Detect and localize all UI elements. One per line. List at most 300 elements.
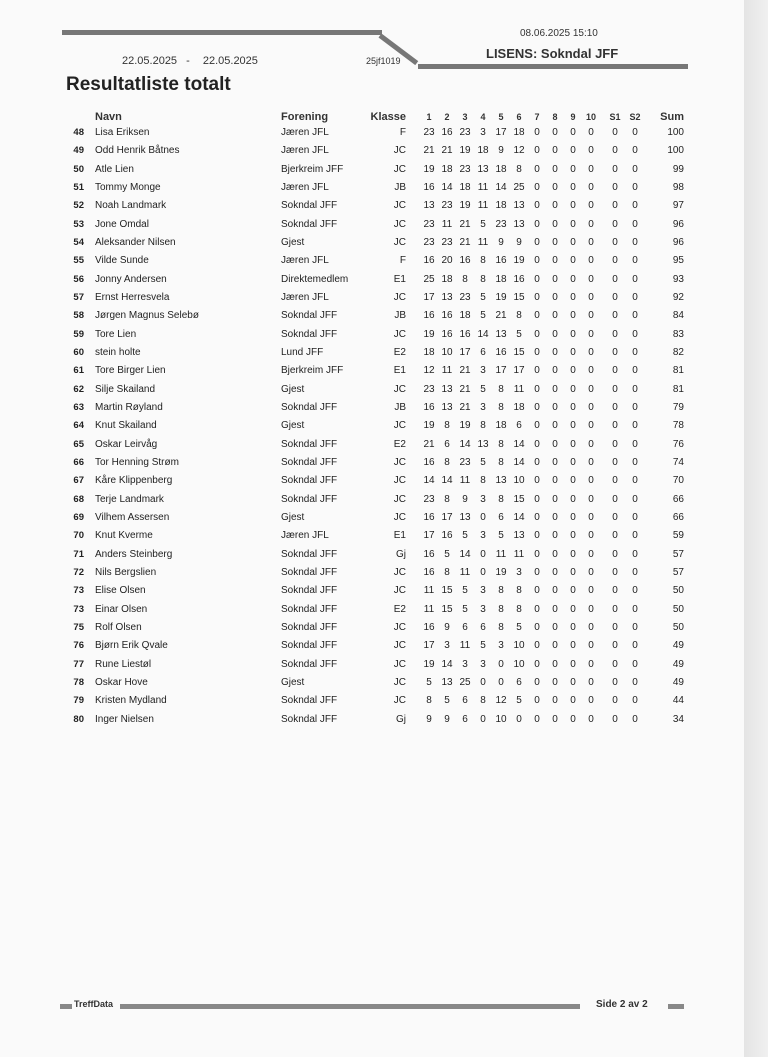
score-cell: 14 [513, 456, 525, 468]
place-cell: 70 [73, 530, 84, 542]
score-cell: 8 [498, 621, 504, 633]
score-cell: 0 [612, 420, 618, 432]
header-series-3: 3 [462, 112, 468, 122]
date-separator: - [186, 55, 190, 67]
class-cell: JC [393, 145, 406, 157]
score-cell: 0 [632, 127, 638, 138]
score-cell: 0 [588, 365, 594, 377]
sum-cell: 49 [672, 658, 684, 670]
score-cell: 20 [441, 255, 453, 267]
score-cell: 0 [632, 273, 638, 285]
place-cell: 48 [73, 127, 84, 138]
score-cell: 3 [480, 365, 486, 377]
score-cell: 8 [516, 163, 522, 175]
header-series-10: 10 [585, 112, 596, 122]
sum-cell: 99 [672, 163, 684, 175]
score-cell: 0 [534, 695, 540, 707]
score-cell: 0 [570, 255, 576, 267]
sum-cell: 44 [672, 695, 684, 707]
place-cell: 59 [73, 328, 84, 340]
score-cell: 0 [552, 163, 558, 175]
score-cell: 0 [534, 530, 540, 542]
club-cell: Jæren JFL [281, 181, 329, 193]
sum-cell: 92 [672, 291, 684, 303]
score-cell: 16 [423, 181, 435, 193]
score-cell: 0 [588, 383, 594, 395]
sum-cell: 100 [667, 145, 684, 157]
club-cell: Sokndal JFF [281, 218, 338, 230]
competition-code: 25jf1019 [366, 56, 401, 66]
club-cell: Sokndal JFF [281, 585, 338, 597]
name-cell: Vilhem Assersen [95, 511, 170, 523]
score-cell: 8 [444, 420, 450, 432]
score-cell: 0 [588, 401, 594, 413]
score-cell: 13 [477, 438, 489, 450]
score-cell: 0 [612, 511, 618, 523]
place-cell: 61 [73, 365, 84, 377]
place-cell: 73 [73, 585, 84, 597]
club-cell: Gjest [281, 383, 305, 395]
score-cell: 0 [612, 548, 618, 560]
score-cell: 0 [570, 658, 576, 670]
score-cell: 11 [495, 548, 507, 560]
name-cell: Rune Liestøl [95, 658, 152, 670]
place-cell: 80 [73, 713, 84, 725]
score-cell: 0 [570, 475, 576, 487]
score-cell: 0 [570, 511, 576, 523]
score-cell: 0 [534, 200, 540, 212]
name-cell: Jone Omdal [95, 218, 149, 230]
class-cell: JC [393, 420, 406, 432]
class-cell: JC [393, 200, 406, 212]
score-cell: 8 [498, 603, 504, 615]
score-cell: 15 [441, 585, 453, 597]
name-cell: Martin Røyland [95, 401, 163, 413]
name-cell: Einar Olsen [95, 603, 148, 615]
score-cell: 19 [423, 163, 435, 175]
score-cell: 13 [441, 291, 453, 303]
club-cell: Sokndal JFF [281, 328, 338, 340]
score-cell: 16 [459, 328, 471, 340]
place-cell: 57 [73, 291, 84, 303]
score-cell: 3 [444, 640, 450, 652]
score-cell: 0 [570, 346, 576, 358]
name-cell: Knut Kverme [95, 530, 153, 542]
score-cell: 15 [513, 493, 525, 505]
score-cell: 0 [588, 255, 594, 267]
score-cell: 18 [513, 401, 525, 413]
score-cell: 21 [423, 438, 435, 450]
score-cell: 0 [534, 310, 540, 322]
score-cell: 21 [459, 383, 471, 395]
header-series-5: 5 [498, 112, 504, 122]
score-cell: 10 [495, 713, 507, 725]
score-cell: 0 [570, 236, 576, 248]
score-cell: 0 [534, 328, 540, 340]
score-cell: 23 [459, 127, 471, 138]
score-cell: 0 [588, 585, 594, 597]
score-cell: 11 [441, 365, 453, 377]
score-cell: 0 [632, 181, 638, 193]
score-cell: 19 [459, 200, 471, 212]
score-cell: 0 [534, 475, 540, 487]
class-cell: E1 [393, 365, 406, 377]
place-cell: 68 [73, 493, 84, 505]
score-cell: 13 [477, 163, 489, 175]
score-cell: 0 [480, 676, 486, 688]
score-cell: 13 [513, 530, 525, 542]
score-cell: 0 [612, 658, 618, 670]
score-cell: 15 [513, 346, 525, 358]
score-cell: 0 [632, 236, 638, 248]
score-cell: 0 [552, 695, 558, 707]
score-cell: 0 [570, 200, 576, 212]
score-cell: 0 [534, 255, 540, 267]
score-cell: 10 [441, 346, 453, 358]
score-cell: 8 [462, 273, 468, 285]
score-cell: 11 [477, 181, 489, 193]
sum-cell: 84 [672, 310, 684, 322]
score-cell: 17 [423, 640, 435, 652]
score-cell: 11 [477, 236, 489, 248]
score-cell: 0 [612, 585, 618, 597]
score-cell: 0 [588, 548, 594, 560]
score-cell: 5 [516, 621, 522, 633]
name-cell: Jørgen Magnus Selebø [95, 310, 199, 322]
score-cell: 0 [552, 493, 558, 505]
class-cell: JC [393, 621, 406, 633]
score-cell: 0 [612, 145, 618, 157]
header-rule-right [418, 64, 688, 69]
score-cell: 0 [632, 695, 638, 707]
place-cell: 56 [73, 273, 84, 285]
club-cell: Lund JFF [281, 346, 324, 358]
footer-brand: TreffData [74, 999, 114, 1009]
score-cell: 18 [459, 310, 471, 322]
score-cell: 0 [612, 236, 618, 248]
score-cell: 0 [588, 640, 594, 652]
score-cell: 0 [570, 585, 576, 597]
score-cell: 0 [534, 493, 540, 505]
class-cell: JC [393, 676, 406, 688]
score-cell: 8 [516, 585, 522, 597]
score-cell: 10 [513, 640, 525, 652]
score-cell: 3 [480, 401, 486, 413]
score-cell: 0 [534, 585, 540, 597]
score-cell: 18 [495, 200, 507, 212]
score-cell: 8 [444, 456, 450, 468]
score-cell: 9 [462, 493, 468, 505]
footer-rule [120, 1004, 580, 1009]
header-series-s1: S1 [609, 112, 621, 122]
sum-cell: 66 [672, 493, 684, 505]
score-cell: 8 [444, 566, 450, 578]
score-cell: 0 [588, 511, 594, 523]
score-cell: 18 [441, 163, 453, 175]
score-cell: 19 [459, 145, 471, 157]
score-cell: 9 [516, 236, 522, 248]
score-cell: 0 [534, 511, 540, 523]
score-cell: 19 [423, 420, 435, 432]
name-cell: Anders Steinberg [95, 548, 173, 560]
score-cell: 0 [570, 640, 576, 652]
score-cell: 17 [495, 365, 507, 377]
class-cell: JC [393, 640, 406, 652]
sum-cell: 50 [672, 603, 684, 615]
score-cell: 16 [423, 566, 435, 578]
club-cell: Jæren JFL [281, 127, 329, 138]
club-cell: Sokndal JFF [281, 438, 338, 450]
score-cell: 0 [570, 163, 576, 175]
place-cell: 67 [73, 475, 84, 487]
score-cell: 0 [498, 658, 504, 670]
class-cell: E2 [393, 346, 406, 358]
score-cell: 16 [423, 255, 435, 267]
sum-cell: 50 [672, 585, 684, 597]
score-cell: 0 [612, 383, 618, 395]
score-cell: 5 [426, 676, 432, 688]
score-cell: 14 [441, 475, 453, 487]
class-cell: JC [393, 291, 406, 303]
score-cell: 0 [552, 566, 558, 578]
score-cell: 13 [495, 475, 507, 487]
score-cell: 0 [612, 127, 618, 138]
score-cell: 8 [444, 493, 450, 505]
score-cell: 18 [459, 181, 471, 193]
score-cell: 11 [459, 475, 471, 487]
score-cell: 0 [534, 218, 540, 230]
place-cell: 64 [73, 420, 84, 432]
place-cell: 60 [73, 346, 84, 358]
score-cell: 16 [423, 548, 435, 560]
score-cell: 0 [612, 401, 618, 413]
score-cell: 0 [612, 273, 618, 285]
score-cell: 0 [612, 530, 618, 542]
header-series-2: 2 [444, 112, 450, 122]
sum-cell: 49 [672, 640, 684, 652]
score-cell: 14 [513, 511, 525, 523]
class-cell: E2 [393, 603, 406, 615]
score-cell: 0 [534, 621, 540, 633]
name-cell: stein holte [95, 346, 141, 358]
score-cell: 15 [441, 603, 453, 615]
score-cell: 19 [423, 328, 435, 340]
score-cell: 0 [588, 200, 594, 212]
score-cell: 0 [632, 640, 638, 652]
score-cell: 13 [423, 200, 435, 212]
score-cell: 17 [495, 127, 507, 138]
score-cell: 0 [552, 475, 558, 487]
header-series-8: 8 [552, 112, 558, 122]
club-cell: Sokndal JFF [281, 695, 338, 707]
score-cell: 0 [534, 145, 540, 157]
class-cell: JC [393, 493, 406, 505]
header-series-s2: S2 [629, 112, 641, 122]
score-cell: 21 [459, 401, 471, 413]
club-cell: Sokndal JFF [281, 621, 338, 633]
footer-page-number: Side 2 av 2 [596, 999, 648, 1010]
name-cell: Kåre Klippenberg [95, 475, 173, 487]
score-cell: 19 [423, 658, 435, 670]
score-cell: 6 [462, 695, 468, 707]
score-cell: 0 [588, 456, 594, 468]
club-cell: Sokndal JFF [281, 548, 338, 560]
score-cell: 0 [552, 145, 558, 157]
score-cell: 0 [534, 420, 540, 432]
score-cell: 0 [588, 713, 594, 725]
score-cell: 0 [612, 456, 618, 468]
score-cell: 23 [441, 236, 453, 248]
score-cell: 0 [588, 621, 594, 633]
score-cell: 0 [534, 640, 540, 652]
score-cell: 13 [441, 383, 453, 395]
score-cell: 0 [612, 328, 618, 340]
header-series-4: 4 [480, 112, 486, 122]
score-cell: 0 [632, 438, 638, 450]
score-cell: 0 [632, 713, 638, 725]
score-cell: 0 [570, 181, 576, 193]
club-cell: Gjest [281, 676, 305, 688]
score-cell: 0 [570, 420, 576, 432]
score-cell: 8 [498, 585, 504, 597]
club-cell: Sokndal JFF [281, 475, 338, 487]
score-cell: 14 [459, 548, 471, 560]
score-cell: 5 [462, 603, 468, 615]
score-cell: 0 [632, 456, 638, 468]
score-cell: 0 [552, 200, 558, 212]
score-cell: 0 [570, 456, 576, 468]
score-cell: 13 [441, 676, 453, 688]
score-cell: 0 [480, 566, 486, 578]
club-cell: Jæren JFL [281, 530, 329, 542]
score-cell: 23 [423, 236, 435, 248]
name-cell: Nils Bergslien [95, 566, 157, 578]
score-cell: 13 [513, 200, 525, 212]
score-cell: 9 [444, 621, 450, 633]
score-cell: 0 [632, 346, 638, 358]
score-cell: 0 [612, 475, 618, 487]
score-cell: 5 [480, 456, 486, 468]
club-cell: Bjerkreim JFF [281, 365, 344, 377]
page-title: Resultatliste totalt [66, 74, 231, 95]
sum-cell: 100 [667, 127, 684, 138]
score-cell: 0 [612, 640, 618, 652]
header-class: Klasse [370, 111, 406, 123]
score-cell: 11 [459, 566, 471, 578]
class-cell: JC [393, 475, 406, 487]
score-cell: 0 [612, 438, 618, 450]
score-cell: 0 [612, 346, 618, 358]
score-cell: 18 [513, 127, 525, 138]
score-cell: 23 [459, 291, 471, 303]
place-cell: 77 [73, 658, 84, 670]
score-cell: 23 [423, 127, 435, 138]
class-cell: F [399, 255, 406, 267]
score-cell: 6 [480, 621, 486, 633]
score-cell: 0 [480, 548, 486, 560]
name-cell: Knut Skailand [95, 420, 157, 432]
score-cell: 12 [423, 365, 435, 377]
sum-cell: 50 [672, 621, 684, 633]
score-cell: 16 [513, 273, 525, 285]
class-cell: JC [393, 328, 406, 340]
score-cell: 16 [441, 310, 453, 322]
score-cell: 0 [570, 401, 576, 413]
name-cell: Tore Birger Lien [95, 365, 166, 377]
score-cell: 0 [534, 658, 540, 670]
score-cell: 5 [462, 585, 468, 597]
class-cell: JB [394, 401, 406, 413]
score-cell: 11 [423, 603, 435, 615]
club-cell: Bjerkreim JFF [281, 163, 344, 175]
score-cell: 3 [480, 603, 486, 615]
score-cell: 0 [632, 163, 638, 175]
score-cell: 0 [588, 658, 594, 670]
score-cell: 5 [480, 291, 486, 303]
score-cell: 25 [513, 181, 525, 193]
score-cell: 0 [612, 603, 618, 615]
score-cell: 0 [570, 713, 576, 725]
score-cell: 0 [588, 420, 594, 432]
club-cell: Sokndal JFF [281, 493, 338, 505]
score-cell: 21 [459, 365, 471, 377]
score-cell: 3 [480, 493, 486, 505]
score-cell: 6 [462, 713, 468, 725]
name-cell: Inger Nielsen [95, 713, 154, 725]
score-cell: 6 [462, 621, 468, 633]
sum-cell: 98 [672, 181, 684, 193]
score-cell: 16 [423, 621, 435, 633]
score-cell: 3 [498, 640, 504, 652]
class-cell: JC [393, 383, 406, 395]
score-cell: 0 [480, 511, 486, 523]
score-cell: 21 [459, 218, 471, 230]
score-cell: 8 [480, 273, 486, 285]
club-cell: Jæren JFL [281, 291, 329, 303]
score-cell: 9 [426, 713, 432, 725]
name-cell: Tor Henning Strøm [95, 456, 179, 468]
score-cell: 0 [588, 236, 594, 248]
place-cell: 71 [73, 548, 84, 560]
header-name: Navn [95, 111, 122, 123]
score-cell: 0 [516, 713, 522, 725]
score-cell: 8 [516, 603, 522, 615]
score-cell: 0 [552, 273, 558, 285]
score-cell: 0 [552, 658, 558, 670]
score-cell: 0 [534, 346, 540, 358]
class-cell: Gj [396, 713, 406, 725]
score-cell: 0 [570, 383, 576, 395]
sum-cell: 57 [672, 548, 684, 560]
score-cell: 0 [588, 127, 594, 138]
score-cell: 0 [632, 365, 638, 377]
score-cell: 17 [423, 291, 435, 303]
class-cell: JC [393, 695, 406, 707]
score-cell: 19 [495, 566, 507, 578]
score-cell: 0 [534, 273, 540, 285]
name-cell: Oskar Leirvåg [95, 438, 158, 450]
score-cell: 18 [495, 420, 507, 432]
score-cell: 18 [495, 273, 507, 285]
score-cell: 0 [588, 493, 594, 505]
score-cell: 0 [612, 676, 618, 688]
score-cell: 17 [423, 530, 435, 542]
score-cell: 0 [570, 603, 576, 615]
score-cell: 0 [534, 676, 540, 688]
score-cell: 0 [534, 713, 540, 725]
score-cell: 6 [516, 420, 522, 432]
score-cell: 0 [534, 548, 540, 560]
